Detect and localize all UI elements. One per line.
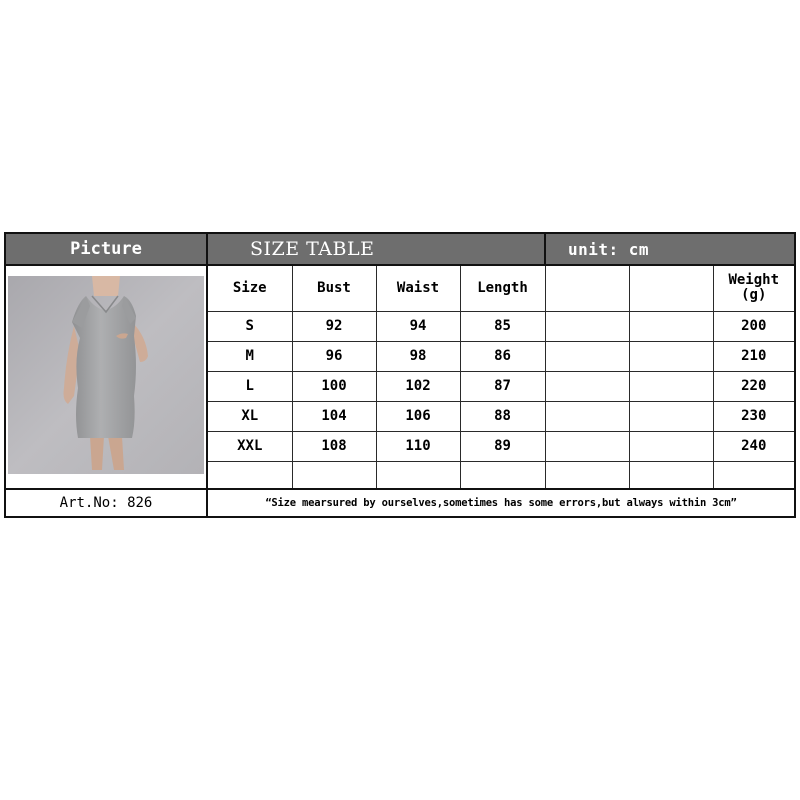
cell-waist: 94 bbox=[376, 311, 460, 341]
table-row bbox=[208, 311, 794, 341]
cell-weight: 240 bbox=[713, 431, 794, 461]
table-row bbox=[208, 341, 794, 371]
cell-bust: 104 bbox=[292, 401, 376, 431]
cell-bust: 96 bbox=[292, 341, 376, 371]
cell-size: XXL bbox=[208, 431, 292, 461]
size-table-title: SIZE TABLE bbox=[208, 234, 546, 264]
cell-waist: 110 bbox=[376, 431, 460, 461]
cell-bust: 92 bbox=[292, 311, 376, 341]
column-header-bust: Bust bbox=[292, 266, 376, 311]
cell-waist: 98 bbox=[376, 341, 460, 371]
column-header-length: Length bbox=[460, 266, 545, 311]
cell-blank-1 bbox=[545, 401, 629, 431]
cell-length: 89 bbox=[460, 431, 545, 461]
cell-blank-2 bbox=[629, 461, 713, 488]
cell-weight: 210 bbox=[713, 341, 794, 371]
cell-size: L bbox=[208, 371, 292, 401]
cell-blank-2 bbox=[629, 341, 713, 371]
cell-weight: 230 bbox=[713, 401, 794, 431]
cell-size bbox=[208, 461, 292, 488]
column-header-blank-1 bbox=[545, 266, 629, 311]
cell-blank-1 bbox=[545, 341, 629, 371]
table-row bbox=[208, 401, 794, 431]
column-header-waist: Waist bbox=[376, 266, 460, 311]
cell-size: S bbox=[208, 311, 292, 341]
table-row bbox=[208, 371, 794, 401]
size-table bbox=[208, 266, 794, 489]
column-header-weight: Weight (g) bbox=[713, 266, 794, 311]
cell-bust bbox=[292, 461, 376, 488]
article-number: Art.No: 826 bbox=[6, 490, 208, 516]
cell-blank-1 bbox=[545, 431, 629, 461]
cell-blank-1 bbox=[545, 311, 629, 341]
cell-waist: 102 bbox=[376, 371, 460, 401]
cell-length: 86 bbox=[460, 341, 545, 371]
cell-blank-2 bbox=[629, 371, 713, 401]
picture-header: Picture bbox=[6, 234, 208, 264]
cell-weight: 220 bbox=[713, 371, 794, 401]
table-row bbox=[208, 431, 794, 461]
size-chart-sheet bbox=[4, 232, 796, 518]
cell-bust: 108 bbox=[292, 431, 376, 461]
cell-weight bbox=[713, 461, 794, 488]
cell-length bbox=[460, 461, 545, 488]
product-photo-cell bbox=[6, 266, 208, 488]
cell-length: 88 bbox=[460, 401, 545, 431]
cell-blank-2 bbox=[629, 401, 713, 431]
product-photo bbox=[8, 276, 204, 474]
table-header-row bbox=[208, 266, 794, 311]
model-neck bbox=[92, 276, 120, 296]
table-row bbox=[208, 461, 794, 488]
cell-size: M bbox=[208, 341, 292, 371]
column-header-blank-2 bbox=[629, 266, 713, 311]
cell-bust: 100 bbox=[292, 371, 376, 401]
unit-label: unit: cm bbox=[546, 234, 794, 264]
cell-waist bbox=[376, 461, 460, 488]
measurement-note: “Size mearsured by ourselves,sometimes has some errors,but always within 3cm” bbox=[265, 497, 737, 509]
cell-blank-2 bbox=[629, 311, 713, 341]
cell-blank-1 bbox=[545, 371, 629, 401]
cell-waist: 106 bbox=[376, 401, 460, 431]
cell-size: XL bbox=[208, 401, 292, 431]
cell-length: 85 bbox=[460, 311, 545, 341]
column-header-size: Size bbox=[208, 266, 292, 311]
cell-blank-1 bbox=[545, 461, 629, 488]
cell-blank-2 bbox=[629, 431, 713, 461]
cell-length: 87 bbox=[460, 371, 545, 401]
cell-weight: 200 bbox=[713, 311, 794, 341]
